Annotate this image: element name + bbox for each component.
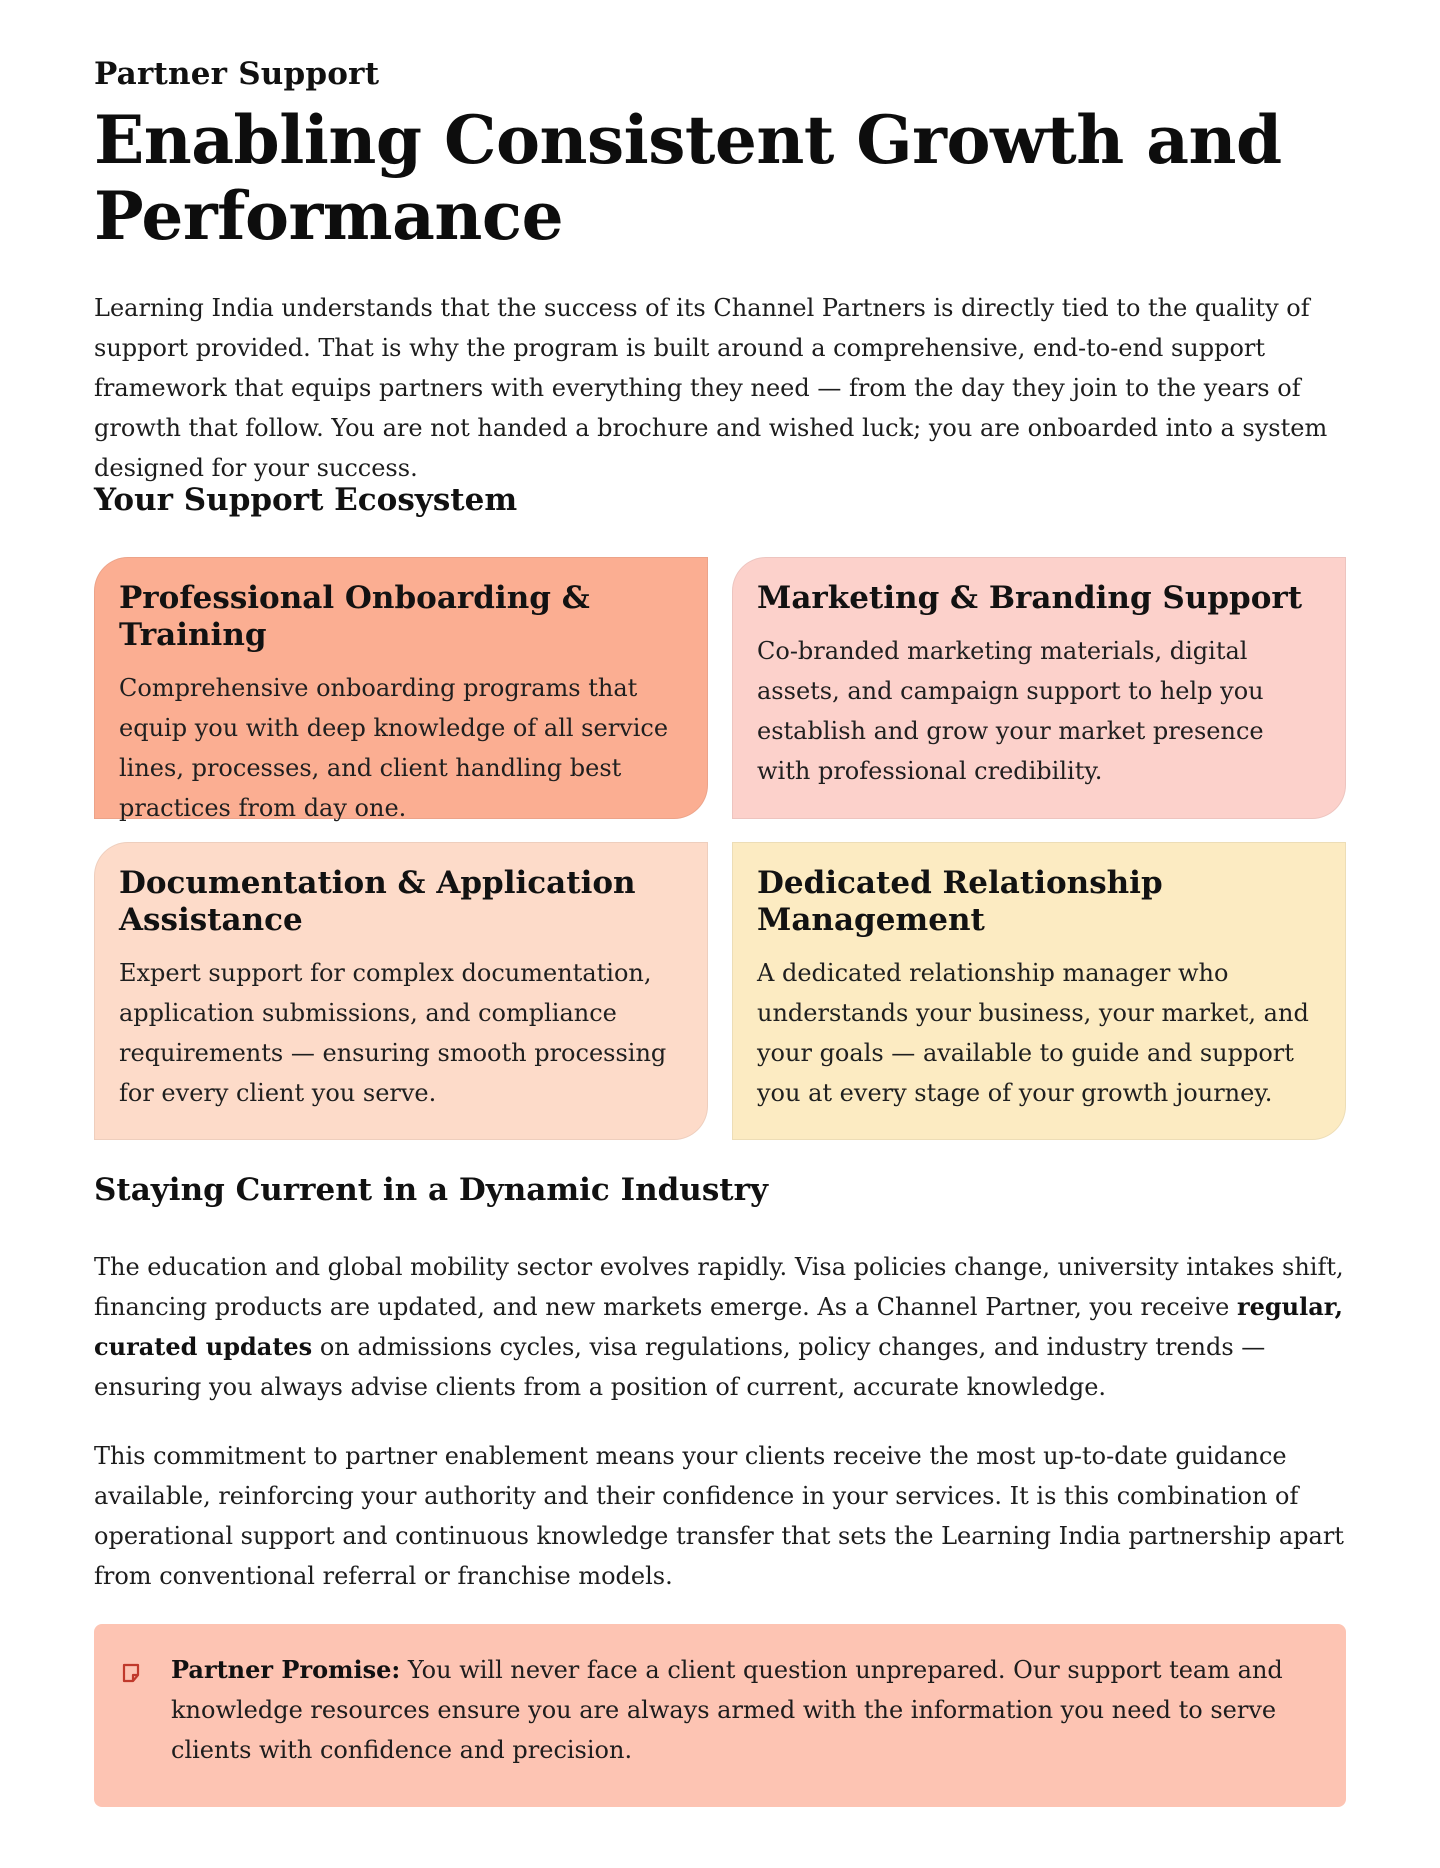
- partner-promise-label: Partner Promise:: [171, 1655, 401, 1684]
- partner-promise-text: [171, 1650, 1310, 1770]
- partner-promise-body: You will never face a client question unprepared. Our support team and knowledge resources ensure you are always armed with the information you need to serve clients with confidence and precision.: [171, 1656, 1283, 1764]
- card-title: Marketing & Branding Support: [757, 580, 1303, 616]
- staying-current-heading: Staying Current in a Dynamic Industry: [94, 1172, 768, 1208]
- card-documentation-assistance: [94, 842, 708, 1140]
- staying-current-paragraph-1: [94, 1247, 1346, 1407]
- staying-current-paragraph-2: This commitment to partner enablement means your clients receive the most up-to-date guidance available, reinforcing your authority and their confidence in your services. It is this combination of operational support and continuous knowledge transfer that sets the Learning India partnership apart from conventional referral or franchise models.: [94, 1442, 1344, 1590]
- card-body: Comprehensive onboarding programs that equip you with deep knowledge of all service lines, processes, and client handling best practices from day one.: [119, 674, 669, 822]
- intro-paragraph: Learning India understands that the success of its Channel Partners is directly tied to the quality of support provided. That is why the program is built around a comprehensive, end-to-end support framework that equips partners with everything they need — from the day they join to the years of growth that follow. You are not handed a brochure and wished luck; you are onboarded into a system designed for your success.: [94, 294, 1328, 482]
- card-body: Expert support for complex documentation, application submissions, and compliance requirements — ensuring smooth processing for every client you serve.: [119, 959, 667, 1107]
- note-icon: [120, 1662, 142, 1684]
- section-eyebrow: Partner Support: [94, 56, 380, 92]
- support-ecosystem-heading: Your Support Ecosystem: [94, 482, 518, 518]
- p1-text-before: The education and global mobility sector evolves rapidly. Visa policies change, university intakes shift, financing products are updated, and new markets emerge. As a Channel Partner, you receive: [94, 1253, 1344, 1321]
- card-body: A dedicated relationship manager who understands your business, your market, and your goals — available to guide and support you at every stage of your growth journey.: [757, 959, 1309, 1107]
- p1-bold-text: regular, curated updates: [94, 1292, 1344, 1361]
- card-body: Co-branded marketing materials, digital assets, and campaign support to help you establish and grow your market presence with professional credibility.: [757, 637, 1264, 785]
- partner-promise-callout: [94, 1624, 1346, 1807]
- card-onboarding-training: [94, 557, 708, 822]
- p1-text-after: on admissions cycles, visa regulations, policy changes, and industry trends — ensuring you always advise clients from a position of current, accurate knowledge.: [94, 1333, 1266, 1401]
- card-title: Professional Onboarding & Training: [119, 580, 590, 653]
- card-title: Documentation & Application Assistance: [119, 865, 636, 938]
- card-marketing-branding: [732, 557, 1346, 819]
- card-relationship-management: [732, 842, 1346, 1140]
- card-title: Dedicated Relationship Management: [757, 865, 1163, 938]
- page-title: Enabling Consistent Growth and Performance: [94, 101, 1282, 255]
